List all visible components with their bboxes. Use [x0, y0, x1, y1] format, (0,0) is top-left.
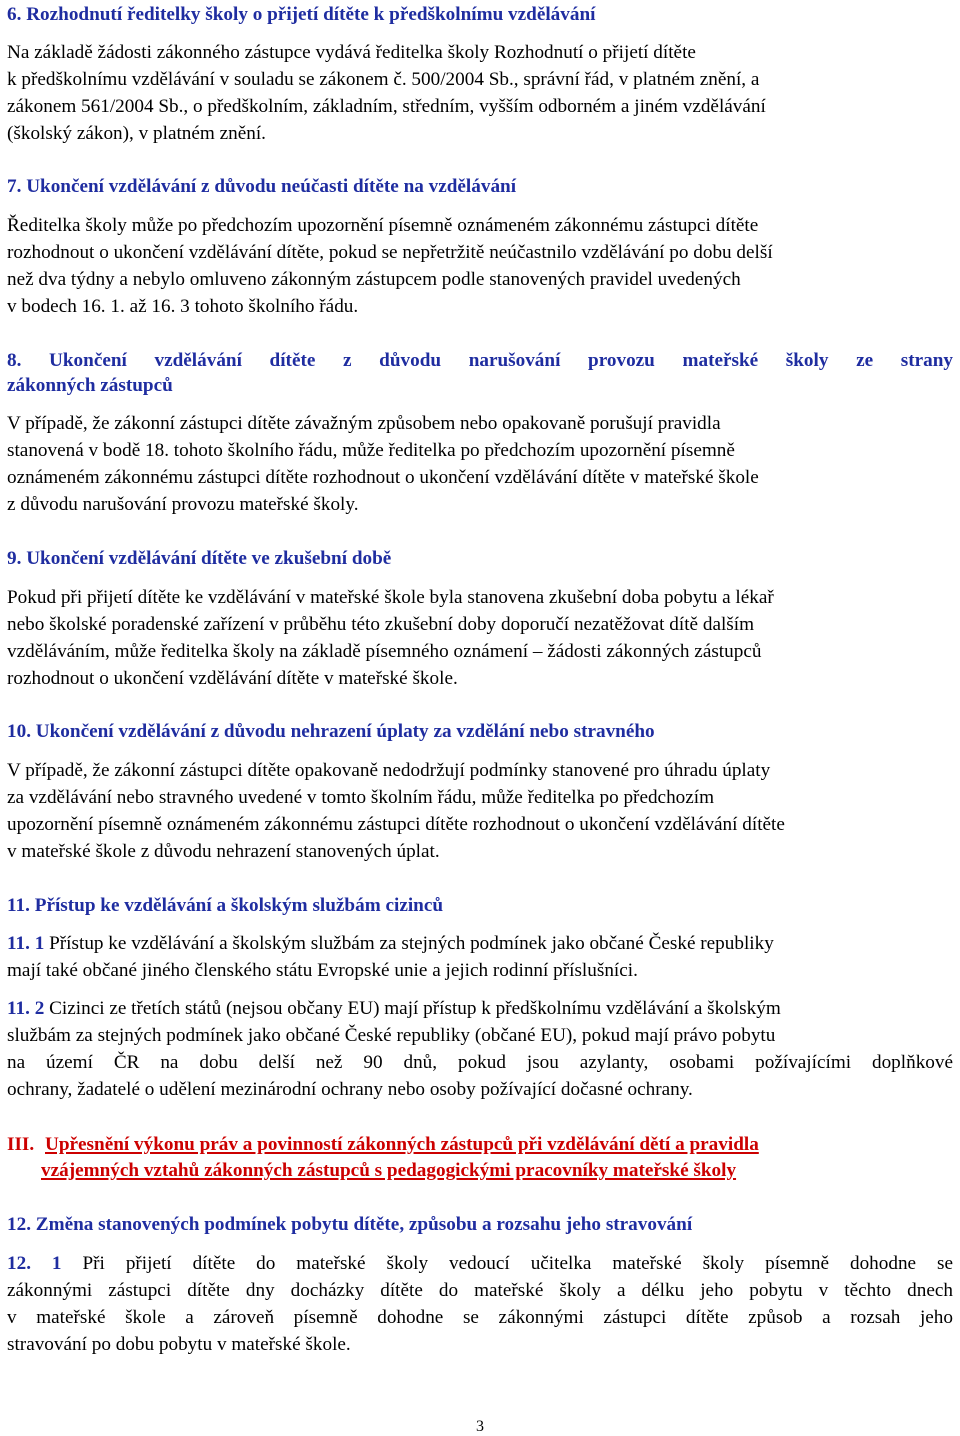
section-9-line-4: rozhodnout o ukončení vzdělávání dítěte v mateřské škole. — [7, 668, 458, 689]
section-8-line-1: V případě, že zákonní zástupci dítěte závažným způsobem nebo opakovaně porušují pravidla — [7, 413, 721, 434]
section-III-heading-text-2: vzájemných vztahů zákonných zástupců s pedagogickými pracovníky mateřské školy — [41, 1160, 737, 1181]
section-12-1-number: 12. 1 — [7, 1253, 62, 1274]
section-8-heading-line-1: 8. Ukončení vzdělávání dítěte z důvodu narušování provozu mateřské školy ze strany — [7, 350, 953, 371]
section-III-heading-text-1: Upřesnění výkonu práv a povinností zákonných zástupců při vzdělávání dětí a pravidla — [45, 1134, 759, 1155]
section-III-heading-line-2 — [41, 1159, 736, 1183]
section-11-heading: 11. Přístup ke vzdělávání a školským službám cizinců — [7, 895, 444, 916]
section-9-heading: 9. Ukončení vzdělávání dítěte ve zkušební době — [7, 548, 392, 569]
section-6-line-3: zákonem 561/2004 Sb., o předškolním, základním, středním, vyšším odborném a jiném vzdělávání — [7, 96, 766, 117]
section-11-2-line-4: ochrany, žadatelé o udělení mezinárodní ochrany nebo osoby požívající dočasné ochrany. — [7, 1079, 693, 1100]
section-10-line-4: v mateřské škole z důvodu nehrazení stanovených úplat. — [7, 841, 440, 862]
section-8-line-2: stanovená v bodě 18. tohoto školního řádu, může ředitelka po předchozím upozornění písemně — [7, 440, 735, 461]
section-12-1-line-4: stravování po dobu pobytu v mateřské škole. — [7, 1334, 351, 1355]
section-12-heading: 12. Změna stanovených podmínek pobytu dítěte, způsobu a rozsahu jeho stravování — [7, 1214, 693, 1235]
section-11-1-line-1 — [7, 932, 774, 956]
section-7-line-3: než dva týdny a nebylo omluveno zákonným zástupcem podle stanovených pravidel uvedených — [7, 269, 741, 290]
section-8-heading-line-2: zákonných zástupců — [7, 375, 173, 396]
section-11-1-number: 11. 1 — [7, 933, 45, 954]
section-12-1-text: Při přijetí dítěte do mateřské školy vedoucí učitelka mateřské školy písemně dohodne se — [61, 1253, 953, 1274]
section-6-line-4: (školský zákon), v platném znění. — [7, 123, 266, 144]
section-11-2-line-2: službám za stejných podmínek jako občané České republiky (občané EU), pokud mají právo pobytu — [7, 1025, 776, 1046]
section-10-heading: 10. Ukončení vzdělávání z důvodu nehrazení úplaty za vzdělání nebo stravného — [7, 721, 655, 742]
section-9-line-1: Pokud při přijetí dítěte ke vzdělávání v mateřské škole byla stanovena zkušební doba pobytu a lékař — [7, 587, 774, 608]
section-12-1-line-2: zákonnými zástupci dítěte dny docházky dítěte do mateřské školy a délku jeho pobytu v těchto dnech — [7, 1280, 953, 1301]
section-10-line-2: za vzdělávání nebo stravného uvedené v tomto školním řádu, může ředitelka po předchozím — [7, 787, 715, 808]
section-10-line-1: V případě, že zákonní zástupci dítěte opakovaně nedodržují podmínky stanovené pro úhradu úplaty — [7, 760, 771, 781]
page-number: 3 — [476, 1418, 484, 1435]
section-7-line-4: v bodech 16. 1. až 16. 3 tohoto školního řádu. — [7, 296, 359, 317]
section-7-line-2: rozhodnout o ukončení vzdělávání dítěte, pokud se nepřetržitě neúčastnilo vzdělávání po dobu delší — [7, 242, 773, 263]
section-6-line-2: k předškolnímu vzdělávání v souladu se zákonem č. 500/2004 Sb., správní řád, v platném znění, a — [7, 69, 760, 90]
section-6-line-1: Na základě žádosti zákonného zástupce vydává ředitelka školy Rozhodnutí o přijetí dítěte — [7, 42, 696, 63]
section-12-1-line-3: v mateřské škole a zároveň písemně dohodne se zákonnými zástupci dítěte způsob a rozsah jeho — [7, 1307, 953, 1328]
section-7-line-1: Ředitelka školy může po předchozím upozornění písemně oznámeném zákonnému zástupci dítěte — [7, 215, 759, 236]
section-8-line-4: z důvodu narušování provozu mateřské školy. — [7, 494, 359, 515]
section-11-1-text: Přístup ke vzdělávání a školským službám za stejných podmínek jako občané České republiky — [44, 933, 774, 954]
section-III-roman: III. — [7, 1134, 35, 1155]
section-11-2-text: Cizinci ze třetích států (nejsou občany EU) mají přístup k předškolnímu vzdělávání a školským — [44, 998, 781, 1019]
section-6-heading: 6. Rozhodnutí ředitelky školy o přijetí dítěte k předškolnímu vzdělávání — [7, 4, 596, 25]
section-11-2-line-3: na území ČR na dobu delší než 90 dnů, pokud jsou azylanty, osobami požívajícími doplňkové — [7, 1052, 953, 1073]
section-11-2-number: 11. 2 — [7, 998, 45, 1019]
section-9-line-2: nebo školské poradenské zařízení v průběhu této zkušební doby doporučí nezatěžovat dítě dalším — [7, 614, 755, 635]
section-III-heading-line-1 — [7, 1133, 759, 1157]
section-11-1-line-2: mají také občané jiného členského státu Evropské unie a jejich rodinní příslušníci. — [7, 960, 638, 981]
section-12-1-line-1 — [7, 1252, 953, 1276]
section-9-line-3: vzděláváním, může ředitelka školy na základě písemného oznámení – žádosti zákonných zástupců — [7, 641, 762, 662]
section-7-heading: 7. Ukončení vzdělávání z důvodu neúčasti dítěte na vzdělávání — [7, 176, 517, 197]
section-10-line-3: upozornění písemně oznámeném zákonnému zástupci dítěte rozhodnout o ukončení vzdělávání dítěte — [7, 814, 785, 835]
section-11-2-line-1 — [7, 997, 781, 1021]
section-8-line-3: oznámeném zákonnému zástupci dítěte rozhodnout o ukončení vzdělávání dítěte v mateřské škole — [7, 467, 759, 488]
